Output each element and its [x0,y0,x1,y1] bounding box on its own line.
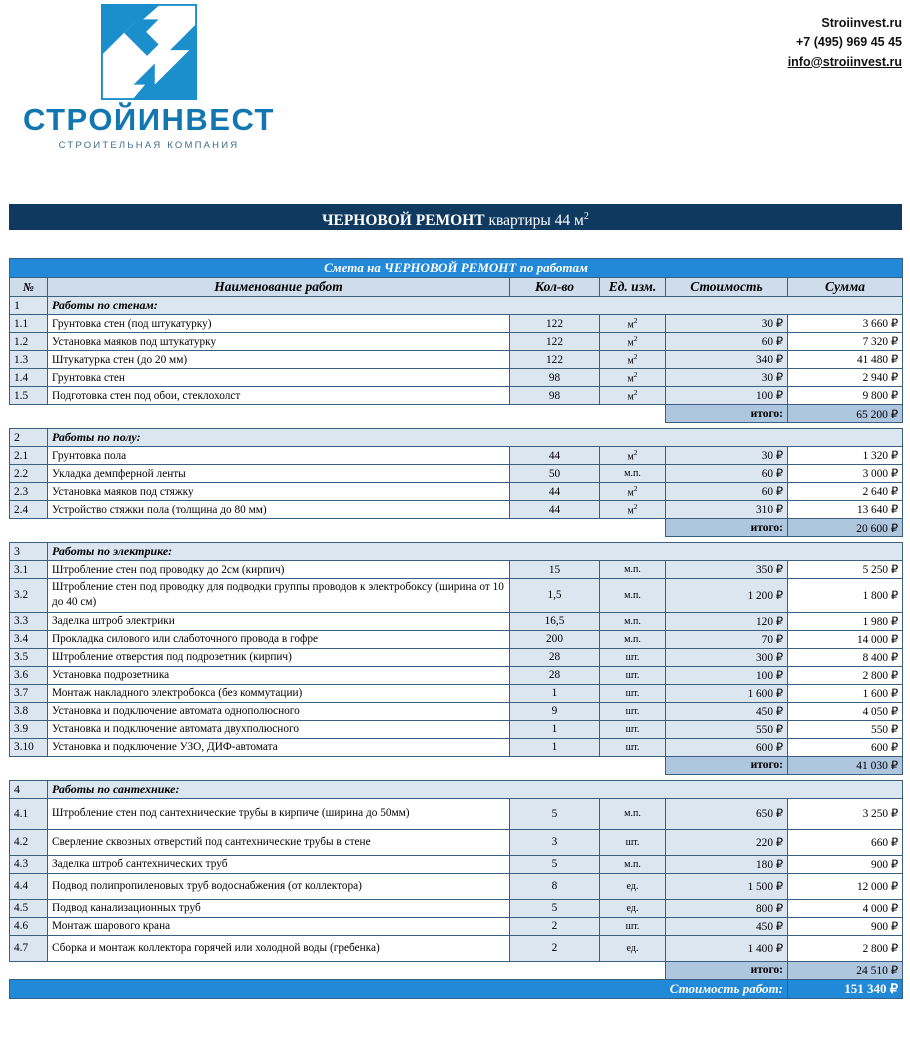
col-header-unit: Ед. изм. [600,278,666,297]
row-name: Заделка штроб электрики [48,612,510,630]
row-price: 60 ₽ [666,483,788,501]
table-row [10,465,903,483]
row-price: 100 ₽ [666,666,788,684]
row-name: Штробление стен под проводку для подводки группы проводов к электробоксу (ширина от 10 до 40 см) [48,579,510,613]
row-price: 450 ₽ [666,917,788,935]
row-name: Грунтовка пола [48,447,510,465]
row-sum: 14 000 ₽ [788,630,903,648]
row-price: 100 ₽ [666,387,788,405]
row-quantity: 1,5 [510,579,600,613]
row-name: Подвод канализационных труб [48,899,510,917]
row-number: 3.1 [10,561,48,579]
row-price: 30 ₽ [666,447,788,465]
row-quantity: 1 [510,738,600,756]
row-quantity: 3 [510,829,600,855]
row-sum: 4 000 ₽ [788,899,903,917]
row-sum: 3 250 ₽ [788,798,903,829]
row-number: 2.1 [10,447,48,465]
section-number: 2 [10,429,48,447]
row-name: Монтаж накладного электробокса (без коммутации) [48,684,510,702]
subtotal-label: итого: [666,961,788,979]
row-unit: $м^2$ [600,315,666,333]
table-row [10,738,903,756]
row-quantity: 122 [510,333,600,351]
row-price: 70 ₽ [666,630,788,648]
row-unit: $м^2$ [600,351,666,369]
table-row [10,630,903,648]
company-tagline: СТРОИТЕЛЬНАЯ КОМПАНИЯ [58,140,240,151]
row-sum: 900 ₽ [788,917,903,935]
row-name: Штробление стен под сантехнические трубы в кирпиче (ширина до 50мм) [48,798,510,829]
table-row [10,612,903,630]
document-title-rest: квартиры 44 м [488,212,584,230]
row-sum: 2 800 ₽ [788,935,903,961]
table-row [10,333,903,351]
row-price: 220 ₽ [666,829,788,855]
row-name: Устройство стяжки пола (толщина до 80 мм) [48,501,510,519]
row-number: 1.1 [10,315,48,333]
row-name: Штробление отверстия под подрозетник (кирпич) [48,648,510,666]
section-header-row [10,297,903,315]
row-unit: шт. [600,648,666,666]
row-unit: шт. [600,684,666,702]
row-number: 4.3 [10,855,48,873]
row-price: 1 600 ₽ [666,684,788,702]
row-name: Установка и подключение автомата двухполюсного [48,720,510,738]
row-name: Подвод полипропиленовых труб водоснабжения (от коллектора) [48,873,510,899]
row-quantity: 44 [510,447,600,465]
table-row [10,702,903,720]
row-quantity: 200 [510,630,600,648]
table-row [10,315,903,333]
row-name: Монтаж шарового крана [48,917,510,935]
section-subtotal-row [10,961,903,979]
row-unit: м.п. [600,579,666,613]
row-unit: ед. [600,873,666,899]
row-quantity: 28 [510,666,600,684]
row-sum: 3 660 ₽ [788,315,903,333]
row-number: 3.7 [10,684,48,702]
row-quantity: 2 [510,935,600,961]
row-sum: 1 320 ₽ [788,447,903,465]
row-quantity: 1 [510,684,600,702]
row-unit: шт. [600,702,666,720]
document-title [9,204,902,230]
row-name: Сверление сквозных отверстий под сантехнические трубы в стене [48,829,510,855]
row-quantity: 5 [510,798,600,829]
row-quantity: 50 [510,465,600,483]
table-row [10,917,903,935]
row-name: Установка и подключение УЗО, ДИФ-автомата [48,738,510,756]
row-number: 3.6 [10,666,48,684]
table-row [10,855,903,873]
table-row [10,447,903,465]
row-unit: шт. [600,738,666,756]
table-row [10,684,903,702]
unit-superscript: 2 [633,448,638,458]
row-quantity: 2 [510,917,600,935]
row-unit: ед. [600,935,666,961]
table-row [10,935,903,961]
row-number: 3.3 [10,612,48,630]
table-row [10,873,903,899]
table-row [10,899,903,917]
table-row [10,648,903,666]
row-quantity: 1 [510,720,600,738]
section-header-row [10,429,903,447]
grand-total-label: Стоимость работ: [10,979,788,998]
section-title: Работы по полу: [48,429,903,447]
subtotal-blank [10,961,666,979]
row-sum: 13 640 ₽ [788,501,903,519]
row-unit: $м^2$ [600,483,666,501]
row-price: 600 ₽ [666,738,788,756]
row-name: Сборка и монтаж коллектора горячей или холодной воды (гребенка) [48,935,510,961]
row-sum: 12 000 ₽ [788,873,903,899]
row-number: 1.5 [10,387,48,405]
unit-superscript: 2 [633,334,638,344]
row-price: 450 ₽ [666,702,788,720]
section-subtotal-row [10,519,903,537]
row-name: Установка маяков под штукатурку [48,333,510,351]
row-name: Штробление стен под проводку до 2см (кирпич) [48,561,510,579]
row-number: 4.4 [10,873,48,899]
row-name: Прокладка силового или слаботочного провода в гофре [48,630,510,648]
row-number: 1.2 [10,333,48,351]
contact-phone: +7 (495) 969 45 45 [796,35,902,50]
row-unit: $м^2$ [600,387,666,405]
row-sum: 2 940 ₽ [788,369,903,387]
row-unit: шт. [600,666,666,684]
unit-superscript: 2 [633,370,638,380]
section-subtotal-row [10,756,903,774]
row-name: Установка и подключение автомата однополюсного [48,702,510,720]
row-sum: 5 250 ₽ [788,561,903,579]
row-price: 30 ₽ [666,369,788,387]
row-price: 120 ₽ [666,612,788,630]
table-row [10,369,903,387]
row-number: 4.6 [10,917,48,935]
row-quantity: 28 [510,648,600,666]
section-subtotal-row [10,405,903,423]
unit-superscript: 2 [633,352,638,362]
row-sum: 4 050 ₽ [788,702,903,720]
row-quantity: 122 [510,315,600,333]
col-header-price: Стоимость [666,278,788,297]
row-sum: 8 400 ₽ [788,648,903,666]
row-sum: 7 320 ₽ [788,333,903,351]
row-price: 350 ₽ [666,561,788,579]
contact-block [788,14,902,72]
row-unit: м.п. [600,612,666,630]
subtotal-value: 20 600 ₽ [788,519,903,537]
row-quantity: 98 [510,369,600,387]
row-price: 60 ₽ [666,465,788,483]
section-title: Работы по сантехнике: [48,780,903,798]
row-number: 3.9 [10,720,48,738]
row-number: 4.5 [10,899,48,917]
row-price: 1 200 ₽ [666,579,788,613]
grand-total-value: 151 340 ₽ [788,979,903,998]
row-price: 1 400 ₽ [666,935,788,961]
table-band-row [10,259,903,278]
section-title: Работы по стенам: [48,297,903,315]
row-price: 30 ₽ [666,315,788,333]
table-row [10,579,903,613]
row-unit: шт. [600,720,666,738]
stroiinvest-arrow-logo-icon [101,4,197,100]
section-number: 4 [10,780,48,798]
row-sum: 900 ₽ [788,855,903,873]
table-row [10,720,903,738]
row-number: 3.4 [10,630,48,648]
row-unit: шт. [600,917,666,935]
row-price: 800 ₽ [666,899,788,917]
row-unit: шт. [600,829,666,855]
row-number: 2.4 [10,501,48,519]
row-unit: $м^2$ [600,369,666,387]
row-number: 4.2 [10,829,48,855]
row-sum: 1 980 ₽ [788,612,903,630]
row-name: Укладка демпферной ленты [48,465,510,483]
estimate-table [9,258,903,999]
row-name: Подготовка стен под обои, стеклохолст [48,387,510,405]
subtotal-blank [10,519,666,537]
row-unit: м.п. [600,630,666,648]
row-price: 180 ₽ [666,855,788,873]
row-sum: 2 800 ₽ [788,666,903,684]
row-price: 650 ₽ [666,798,788,829]
col-header-num: № [10,278,48,297]
row-price: 310 ₽ [666,501,788,519]
contact-website[interactable]: Stroiinvest.ru [821,16,902,30]
subtotal-value: 24 510 ₽ [788,961,903,979]
row-sum: 3 000 ₽ [788,465,903,483]
row-unit: $м^2$ [600,501,666,519]
section-number: 1 [10,297,48,315]
row-quantity: 5 [510,855,600,873]
row-quantity: 16,5 [510,612,600,630]
row-price: 1 500 ₽ [666,873,788,899]
unit-superscript: 2 [633,502,638,512]
row-number: 3.8 [10,702,48,720]
row-quantity: 9 [510,702,600,720]
row-name: Грунтовка стен (под штукатурку) [48,315,510,333]
row-sum: 660 ₽ [788,829,903,855]
row-sum: 1 800 ₽ [788,579,903,613]
row-quantity: 44 [510,501,600,519]
row-quantity: 8 [510,873,600,899]
company-logo [14,4,284,151]
band-title: Смета на ЧЕРНОВОЙ РЕМОНТ по работам [10,259,903,278]
row-number: 4.1 [10,798,48,829]
row-name: Установка маяков под стяжку [48,483,510,501]
unit-superscript: 2 [633,316,638,326]
subtotal-value: 41 030 ₽ [788,756,903,774]
col-header-name: Наименование работ [48,278,510,297]
table-row [10,483,903,501]
row-unit: м.п. [600,798,666,829]
row-unit: $м^2$ [600,333,666,351]
row-price: 550 ₽ [666,720,788,738]
row-sum: 1 600 ₽ [788,684,903,702]
row-quantity: 122 [510,351,600,369]
row-unit: $м^2$ [600,447,666,465]
row-sum: 41 480 ₽ [788,351,903,369]
row-quantity: 5 [510,899,600,917]
row-number: 3.10 [10,738,48,756]
table-row [10,798,903,829]
row-number: 1.4 [10,369,48,387]
row-number: 2.3 [10,483,48,501]
row-unit: м.п. [600,465,666,483]
subtotal-value: 65 200 ₽ [788,405,903,423]
row-number: 3.2 [10,579,48,613]
page-header [0,0,910,200]
row-unit: м.п. [600,855,666,873]
row-name: Заделка штроб сантехнических труб [48,855,510,873]
col-header-sum: Сумма [788,278,903,297]
table-row [10,387,903,405]
row-name: Штукатурка стен (до 20 мм) [48,351,510,369]
table-row [10,666,903,684]
section-header-row [10,780,903,798]
row-quantity: 98 [510,387,600,405]
subtotal-blank [10,405,666,423]
row-quantity: 15 [510,561,600,579]
unit-superscript: 2 [633,484,638,494]
row-name: Установка подрозетника [48,666,510,684]
row-number: 4.7 [10,935,48,961]
row-number: 2.2 [10,465,48,483]
table-row [10,829,903,855]
table-row [10,501,903,519]
row-name: Грунтовка стен [48,369,510,387]
document-title-main: ЧЕРНОВОЙ РЕМОНТ [322,212,485,230]
section-header-row [10,543,903,561]
table-row [10,351,903,369]
subtotal-blank [10,756,666,774]
row-quantity: 44 [510,483,600,501]
unit-superscript: 2 [633,388,638,398]
col-header-qty: Кол-во [510,278,600,297]
row-price: 60 ₽ [666,333,788,351]
section-number: 3 [10,543,48,561]
company-name: СТРОЙИНВЕСТ [23,102,275,137]
row-unit: ед. [600,899,666,917]
subtotal-label: итого: [666,519,788,537]
table-header-row [10,278,903,297]
row-sum: 550 ₽ [788,720,903,738]
row-price: 340 ₽ [666,351,788,369]
subtotal-label: итого: [666,756,788,774]
row-sum: 9 800 ₽ [788,387,903,405]
row-number: 3.5 [10,648,48,666]
grand-total-row [10,979,903,998]
subtotal-label: итого: [666,405,788,423]
contact-email[interactable]: info@stroiinvest.ru [787,54,902,69]
document-title-sup: 2 [583,211,589,222]
row-sum: 600 ₽ [788,738,903,756]
row-sum: 2 640 ₽ [788,483,903,501]
row-number: 1.3 [10,351,48,369]
table-row [10,561,903,579]
row-unit: м.п. [600,561,666,579]
row-price: 300 ₽ [666,648,788,666]
section-title: Работы по электрике: [48,543,903,561]
